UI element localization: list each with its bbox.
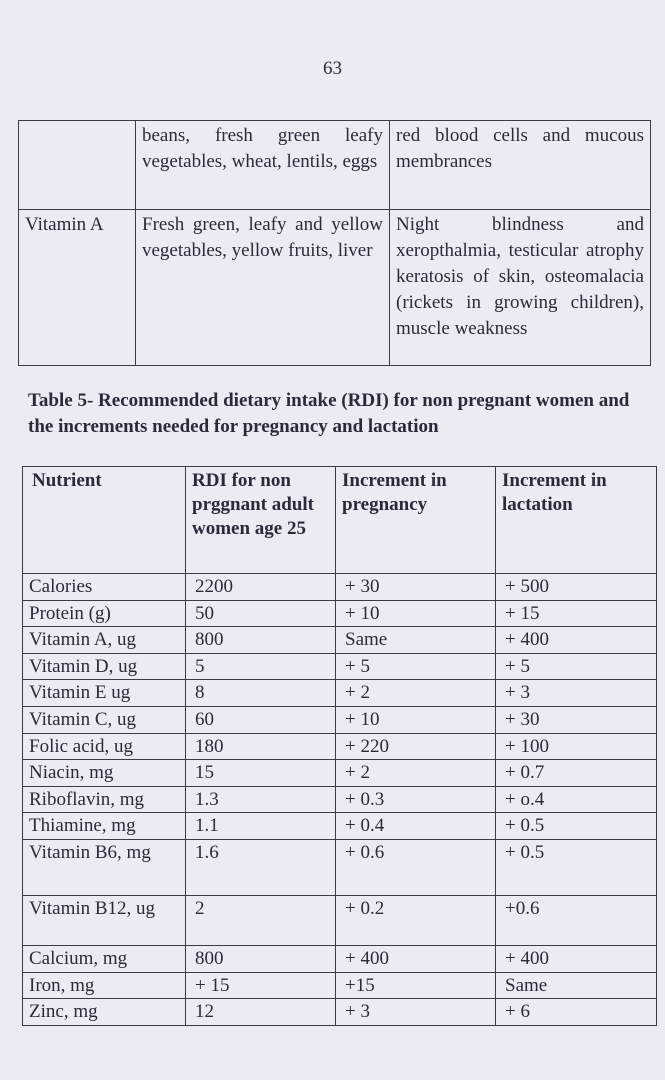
nutrient-cell: Zinc, mg	[23, 999, 186, 1026]
nutrient-cell: Niacin, mg	[23, 760, 186, 787]
lactation-increment-cell: + 5	[496, 653, 657, 680]
rdi-cell: 5	[186, 653, 336, 680]
rdi-cell: + 15	[186, 972, 336, 999]
nutrient-cell: Vitamin A	[19, 210, 136, 366]
header-lactation: Increment in lactation	[496, 467, 657, 574]
lactation-increment-cell: + 500	[496, 574, 657, 601]
nutrient-cell: Riboflavin, mg	[23, 786, 186, 813]
pregnancy-increment-cell: + 0.4	[336, 813, 496, 840]
rdi-cell: 2200	[186, 574, 336, 601]
table-row	[23, 653, 657, 680]
rdi-table	[22, 466, 657, 1026]
rdi-cell: 12	[186, 999, 336, 1026]
pregnancy-increment-cell: + 0.6	[336, 839, 496, 895]
lactation-increment-cell: +0.6	[496, 895, 657, 945]
rdi-cell: 1.6	[186, 839, 336, 895]
nutrient-cell: Vitamin D, ug	[23, 653, 186, 680]
nutrient-cell: Vitamin B6, mg	[23, 839, 186, 895]
lactation-increment-cell: + 30	[496, 706, 657, 733]
sources-cell: Fresh green, leafy and yellow vegetables, yellow fruits, liver	[136, 210, 390, 366]
nutrient-cell: Folic acid, ug	[23, 733, 186, 760]
pregnancy-increment-cell: + 30	[336, 574, 496, 601]
nutrient-cell: Vitamin C, ug	[23, 706, 186, 733]
nutrient-cell	[19, 121, 136, 210]
lactation-increment-cell: + o.4	[496, 786, 657, 813]
table-row	[19, 210, 651, 366]
pregnancy-increment-cell: + 2	[336, 760, 496, 787]
table-header-row	[23, 467, 657, 574]
lactation-increment-cell: + 15	[496, 600, 657, 627]
header-pregnancy: Increment in pregnancy	[336, 467, 496, 574]
lactation-increment-cell: + 400	[496, 627, 657, 654]
lactation-increment-cell: + 100	[496, 733, 657, 760]
pregnancy-increment-cell: Same	[336, 627, 496, 654]
table-row	[23, 839, 657, 895]
table-row	[23, 733, 657, 760]
table-row	[23, 574, 657, 601]
rdi-cell: 2	[186, 895, 336, 945]
table-row	[23, 600, 657, 627]
lactation-increment-cell: + 0.7	[496, 760, 657, 787]
table-row	[23, 627, 657, 654]
table-caption: Table 5- Recommended dietary intake (RDI) for non pregnant women and the increments needed for pregnancy and lactation	[28, 390, 630, 437]
nutrient-cell: Iron, mg	[23, 972, 186, 999]
table-row	[23, 760, 657, 787]
rdi-cell: 50	[186, 600, 336, 627]
pregnancy-increment-cell: + 10	[336, 600, 496, 627]
sources-cell: beans, fresh green leafy vegetables, wheat, lentils, eggs	[136, 121, 390, 210]
nutrient-cell: Thiamine, mg	[23, 813, 186, 840]
lactation-increment-cell: + 6	[496, 999, 657, 1026]
nutrient-cell: Protein (g)	[23, 600, 186, 627]
deficiency-cell: red blood cells and mucous membrances	[390, 121, 651, 210]
page-number: 63	[323, 58, 342, 79]
header-rdi: RDI for non prggnant adult women age 25	[186, 467, 336, 574]
nutrient-cell: Calories	[23, 574, 186, 601]
pregnancy-increment-cell: + 3	[336, 999, 496, 1026]
rdi-cell: 15	[186, 760, 336, 787]
table-row	[23, 680, 657, 707]
table-row	[23, 945, 657, 972]
rdi-cell: 800	[186, 945, 336, 972]
table-row	[23, 972, 657, 999]
pregnancy-increment-cell: + 400	[336, 945, 496, 972]
table-row	[23, 999, 657, 1026]
nutrient-cell: Vitamin B12, ug	[23, 895, 186, 945]
pregnancy-increment-cell: + 0.2	[336, 895, 496, 945]
lactation-increment-cell: + 0.5	[496, 813, 657, 840]
table-row	[23, 706, 657, 733]
lactation-increment-cell: Same	[496, 972, 657, 999]
table-row	[19, 121, 651, 210]
table-row	[23, 895, 657, 945]
nutrient-cell: Calcium, mg	[23, 945, 186, 972]
pregnancy-increment-cell: + 0.3	[336, 786, 496, 813]
lactation-increment-cell: + 400	[496, 945, 657, 972]
pregnancy-increment-cell: + 220	[336, 733, 496, 760]
table-row	[23, 786, 657, 813]
rdi-cell: 800	[186, 627, 336, 654]
rdi-cell: 60	[186, 706, 336, 733]
nutrient-cell: Vitamin A, ug	[23, 627, 186, 654]
rdi-cell: 1.1	[186, 813, 336, 840]
header-nutrient: Nutrient	[23, 467, 186, 574]
rdi-cell: 180	[186, 733, 336, 760]
nutrient-deficiency-table	[18, 120, 651, 366]
lactation-increment-cell: + 3	[496, 680, 657, 707]
pregnancy-increment-cell: +15	[336, 972, 496, 999]
pregnancy-increment-cell: + 2	[336, 680, 496, 707]
lactation-increment-cell: + 0.5	[496, 839, 657, 895]
pregnancy-increment-cell: + 5	[336, 653, 496, 680]
table-row	[23, 813, 657, 840]
rdi-cell: 8	[186, 680, 336, 707]
rdi-cell: 1.3	[186, 786, 336, 813]
pregnancy-increment-cell: + 10	[336, 706, 496, 733]
nutrient-cell: Vitamin E ug	[23, 680, 186, 707]
deficiency-cell: Night blindness and xeropthalmia, testicular atrophy keratosis of skin, osteomalacia (rickets in growing children), muscle weakness	[390, 210, 651, 366]
